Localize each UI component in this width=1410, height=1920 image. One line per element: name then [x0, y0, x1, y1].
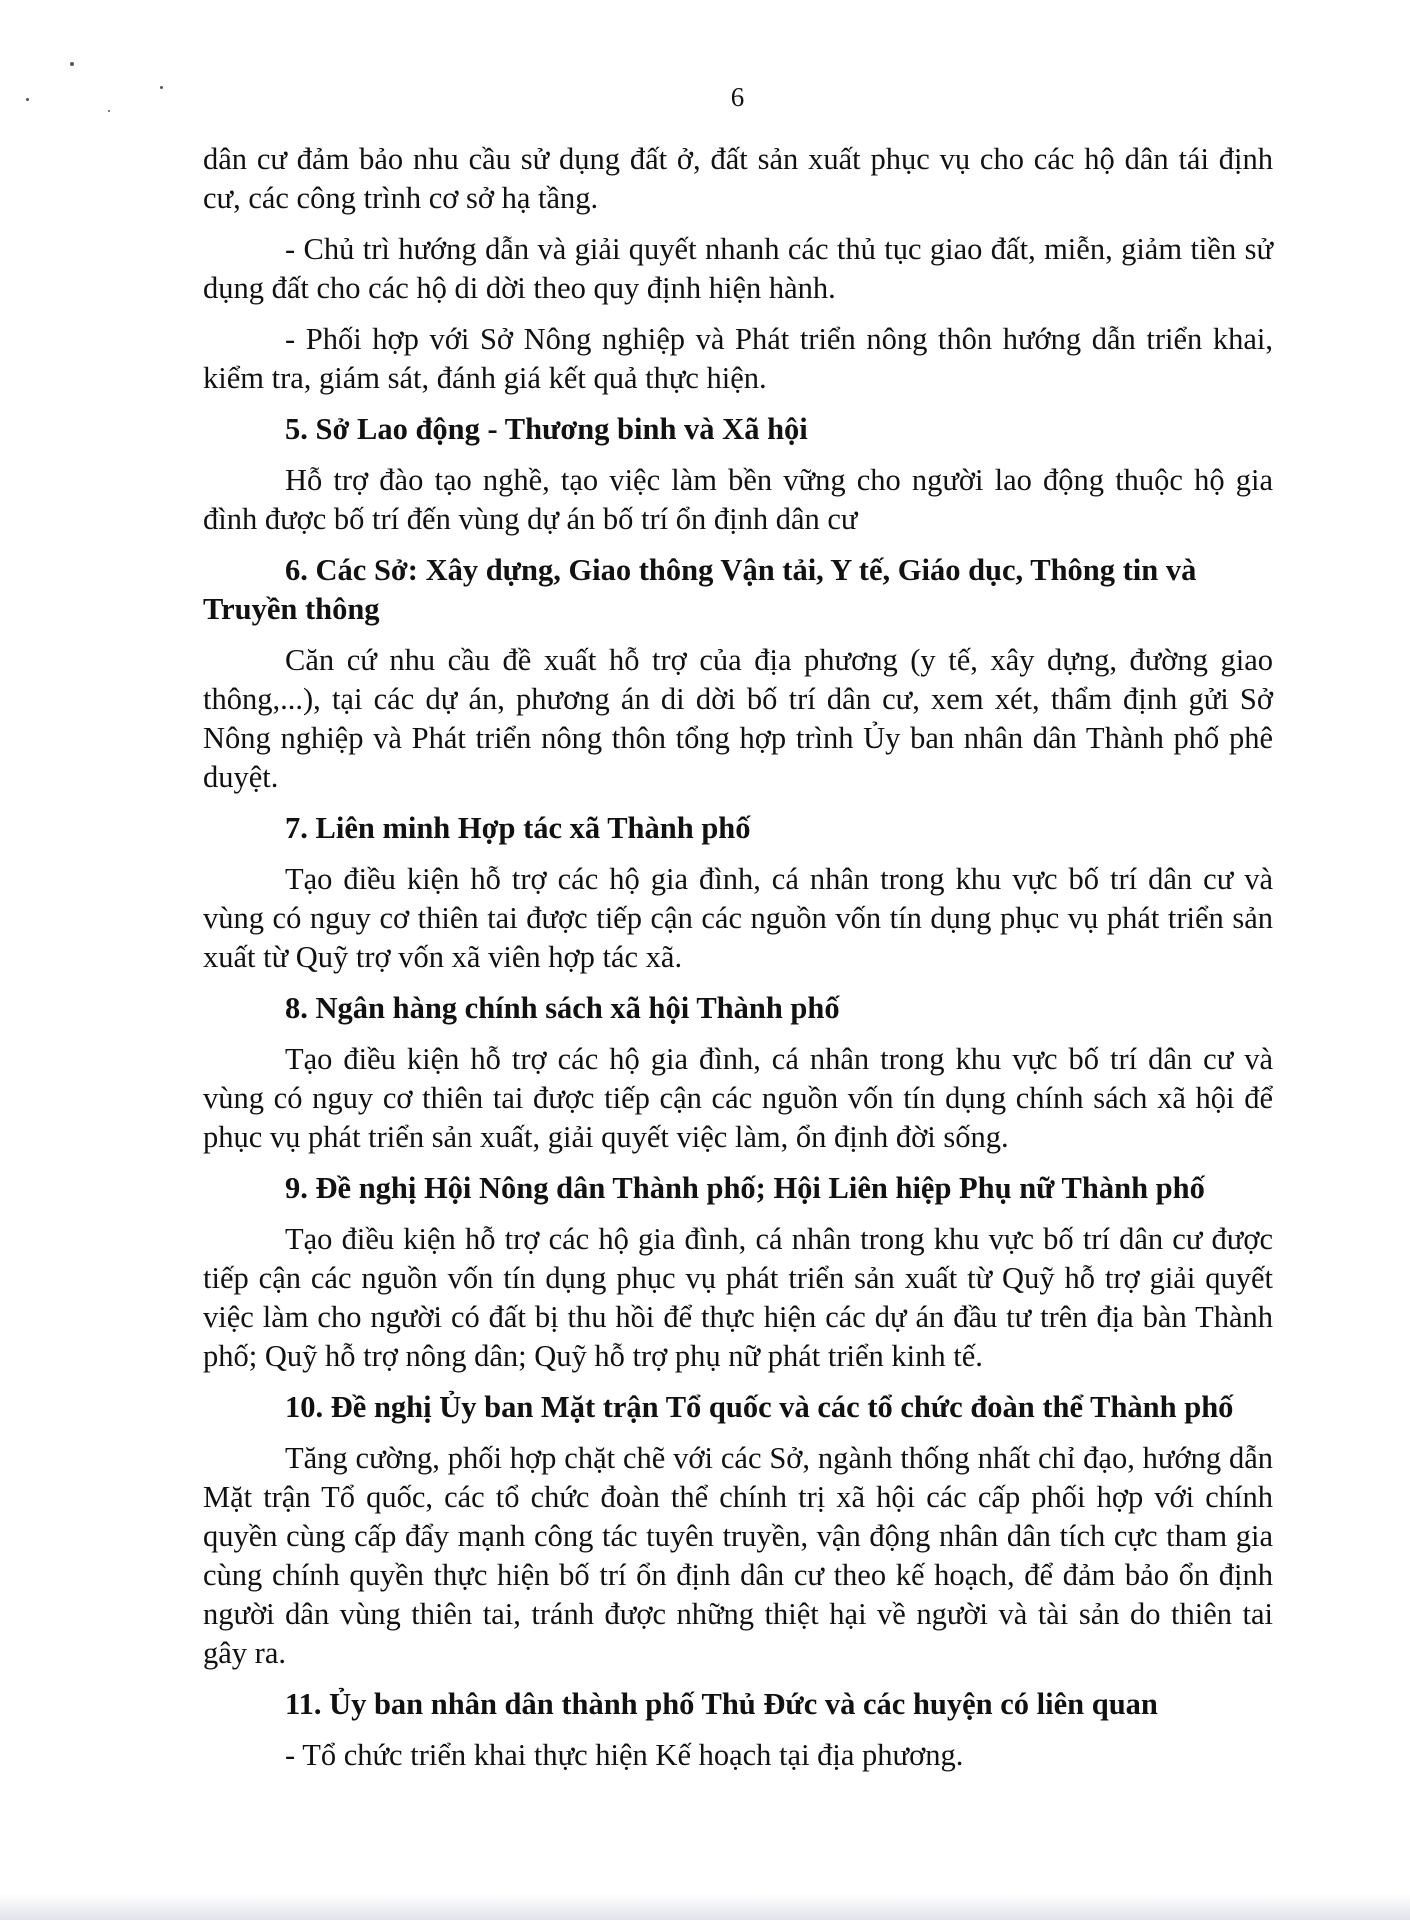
- body-paragraph: dân cư đảm bảo nhu cầu sử dụng đất ở, đất sản xuất phục vụ cho các hộ dân tái định cư, các công trình cơ sở hạ tầng.: [203, 142, 1273, 215]
- body-paragraph: - Chủ trì hướng dẫn và giải quyết nhanh các thủ tục giao đất, miễn, giảm tiền sử dụng đất cho các hộ di dời theo quy định hiện hành.: [203, 232, 1273, 305]
- section-heading: 7. Liên minh Hợp tác xã Thành phố: [285, 811, 751, 845]
- section-heading: 9. Đề nghị Hội Nông dân Thành phố; Hội Liên hiệp Phụ nữ Thành phố: [285, 1171, 1205, 1205]
- body-paragraph: - Phối hợp với Sở Nông nghiệp và Phát triển nông thôn hướng dẫn triển khai, kiểm tra, giám sát, đánh giá kết quả thực hiện.: [203, 322, 1273, 395]
- body-paragraph: Tạo điều kiện hỗ trợ các hộ gia đình, cá nhân trong khu vực bố trí dân cư được tiếp cận các nguồn vốn tín dụng phục vụ phát triển sản xuất từ Quỹ hỗ trợ giải quyết việc làm cho người có đất bị thu hồi để thực hiện các dự án đầu tư trên địa bàn Thành phố; Quỹ hỗ trợ nông dân; Quỹ hỗ trợ phụ nữ phát triển kinh tế.: [203, 1222, 1273, 1373]
- section-heading: 5. Sở Lao động - Thương binh và Xã hội: [285, 412, 808, 446]
- body-paragraph: Hỗ trợ đào tạo nghề, tạo việc làm bền vững cho người lao động thuộc hộ gia đình được bố trí đến vùng dự án bố trí ổn định dân cư: [203, 463, 1273, 536]
- body-paragraph: Căn cứ nhu cầu đề xuất hỗ trợ của địa phương (y tế, xây dựng, đường giao thông,...), tại các dự án, phương án di dời bố trí dân cư, xem xét, thẩm định gửi Sở Nông nghiệp và Phát triển nông thôn tổng hợp trình Ủy ban nhân dân Thành phố phê duyệt.: [203, 643, 1273, 794]
- section-heading: 11. Ủy ban nhân dân thành phố Thủ Đức và các huyện có liên quan: [285, 1687, 1158, 1721]
- scan-bottom-edge: [0, 1894, 1410, 1920]
- body-paragraph: - Tổ chức triển khai thực hiện Kế hoạch tại địa phương.: [285, 1738, 964, 1772]
- body-paragraph: Tăng cường, phối hợp chặt chẽ với các Sở, ngành thống nhất chỉ đạo, hướng dẫn Mặt trận Tổ quốc, các tổ chức đoàn thể chính trị xã hội các cấp phối hợp với chính quyền cùng cấp đẩy mạnh công tác tuyên truyền, vận động nhân dân tích cực tham gia cùng chính quyền thực hiện bố trí ổn định dân cư theo kế hoạch, để đảm bảo ổn định người dân vùng thiên tai, tránh được những thiệt hại về người và tài sản do thiên tai gây ra.: [203, 1441, 1273, 1670]
- body-paragraph: Tạo điều kiện hỗ trợ các hộ gia đình, cá nhân trong khu vực bố trí dân cư và vùng có nguy cơ thiên tai được tiếp cận các nguồn vốn tín dụng phục vụ phát triển sản xuất từ Quỹ trợ vốn xã viên hợp tác xã.: [203, 862, 1273, 974]
- scan-speck: [70, 62, 74, 66]
- page-number: 6: [730, 82, 745, 112]
- body-paragraph: Tạo điều kiện hỗ trợ các hộ gia đình, cá nhân trong khu vực bố trí dân cư và vùng có nguy cơ thiên tai được tiếp cận các nguồn vốn tín dụng chính sách xã hội để phục vụ phát triển sản xuất, giải quyết việc làm, ổn định đời sống.: [203, 1042, 1273, 1154]
- section-heading: 6. Các Sở: Xây dựng, Giao thông Vận tải, Y tế, Giáo dục, Thông tin và Truyền thông: [203, 553, 1197, 626]
- section-heading: 8. Ngân hàng chính sách xã hội Thành phố: [285, 991, 840, 1025]
- section-heading: 10. Đề nghị Ủy ban Mặt trận Tổ quốc và các tổ chức đoàn thể Thành phố: [285, 1390, 1234, 1424]
- document-body: [203, 140, 1273, 1787]
